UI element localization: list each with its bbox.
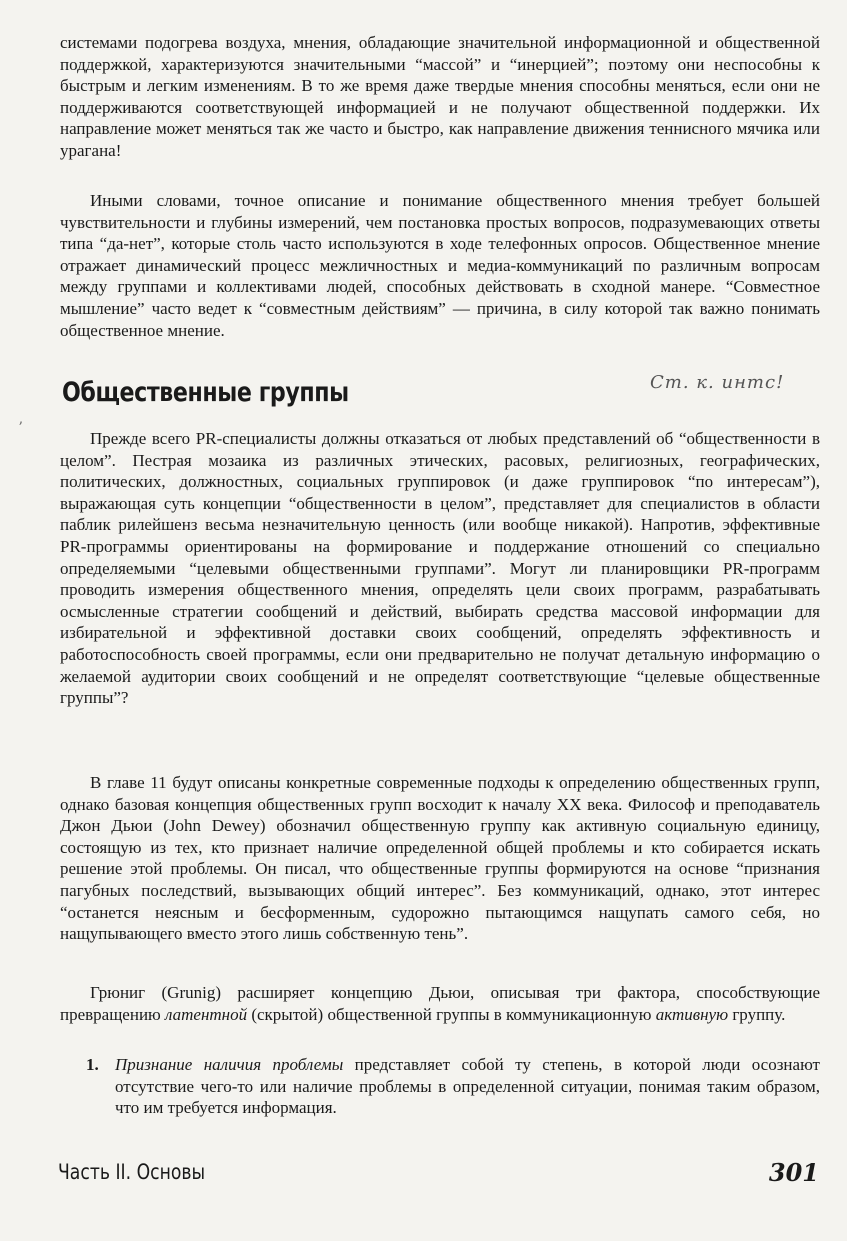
list-item-number: 1. bbox=[86, 1055, 99, 1074]
list-item-term: Признание наличия проблемы bbox=[115, 1055, 344, 1074]
paragraph-grunig-text-a: Грюниг (Grunig) расширяет концепцию Дьюи, описывая три фактора, способствующие превращению bbox=[60, 983, 820, 1024]
emphasis-active: активную bbox=[655, 1004, 729, 1024]
page-number: 301 bbox=[768, 1158, 819, 1187]
paragraph-grunig-text-c: группу. bbox=[728, 1004, 786, 1024]
paragraph-grunig-concept bbox=[60, 982, 820, 1025]
paragraph-public-opinion-measurement: Иными словами, точное описание и понимание общественного мнения требует большей чувствительности и глубины измерений, чем постановка простых вопросов, подразумевающих ответы типа “да-нет”, которые столь часто используются в ходе телефонных опросов. Общественное мнение отражает динамический процесс межличностных и медиа-коммуникаций по различным вопросам между группами и коллективами людей, способных действовать в сходной манере. “Совместное мышление” часто ведет к “совместным действиям” — причина, в силу которой так важно понимать общественное мнение. bbox=[60, 191, 820, 340]
paragraph-continuation: системами подогрева воздуха, мнения, обладающие значительной информационной и общественной поддержкой, характеризуются значительными “массой” и “инерцией”; поэтому они неспособны к быстрым и легким изменениям. В то же время даже твердые мнения способны меняться, если они не поддерживаются соответствующей информацией и не получают общественной поддержки. Их направление может меняться так же часто и быстро, как направление движения теннисного мячика или урагана! bbox=[60, 33, 820, 160]
paragraph-grunig-text-b: (скрытой) общественной группы в коммуникационную bbox=[247, 1004, 656, 1024]
margin-mark: ʼ bbox=[18, 420, 23, 436]
list-item-text: представляет собой ту степень, в которой люди осознают отсутствие чего-то или наличие проблемы в определенной ситуации, понимая таким образом, что им требуется информация. bbox=[115, 1055, 820, 1118]
list-item-body bbox=[115, 1054, 820, 1119]
handwritten-annotation: Ст. к. интс! bbox=[650, 372, 785, 393]
paragraph-target-publics: Прежде всего PR-специалисты должны отказаться от любых представлений об “общественности в целом”. Пестрая мозаика из различных этических, расовых, религиозных, географических, политических, должностных, социальных группировок (и даже группировок “по интересам”), выражающая суть концепции “общественности в целом”, представляет для специалистов в области паблик рилейшенз весьма незначительную ценность (или вообще никакой). Напротив, эффективные PR-программы ориентированы на формирование и поддержание отношений со специально определяемыми “целевыми общественными группами”. Могут ли планировщики PR-программ проводить измерения общественного мнения, определять цели своих программ, разрабатывать осмысленные стратегии сообщений и действий, выбирать средства массовой информации для избирательной и эффективной доставки своих сообщений, определять эффективность и работоспособность своей программы, если они предварительно не получат детальную информацию о желаемой аудитории своих сообщений и не определят соответствующие “целевые общественные группы”? bbox=[60, 429, 820, 708]
list-item bbox=[60, 1054, 820, 1119]
emphasis-latent: латентной bbox=[165, 1004, 248, 1024]
footer-section-title: Часть II. Основы bbox=[58, 1160, 206, 1184]
paragraph-dewey-concept: В главе 11 будут описаны конкретные современные подходы к определению общественных групп, однако базовая концепция общественных групп восходит к началу XX века. Философ и преподаватель Джон Дьюи (John Dewey) обозначил общественную группу как активную социальную единицу, состоящую из тех, кто признает наличие определенной общей проблемы и кто собирается искать решение этой проблемы. Он писал, что общественные группы формируются на основе “признания пагубных последствий, вызывающих общий интерес”. Без коммуникаций, однако, этот интерес “останется неясным и бесформенным, судорожно пытающимся нащупать самого себя, но нащупывающего вместо этого лишь собственную тень”. bbox=[60, 773, 820, 944]
section-heading: Общественные группы bbox=[62, 377, 349, 408]
